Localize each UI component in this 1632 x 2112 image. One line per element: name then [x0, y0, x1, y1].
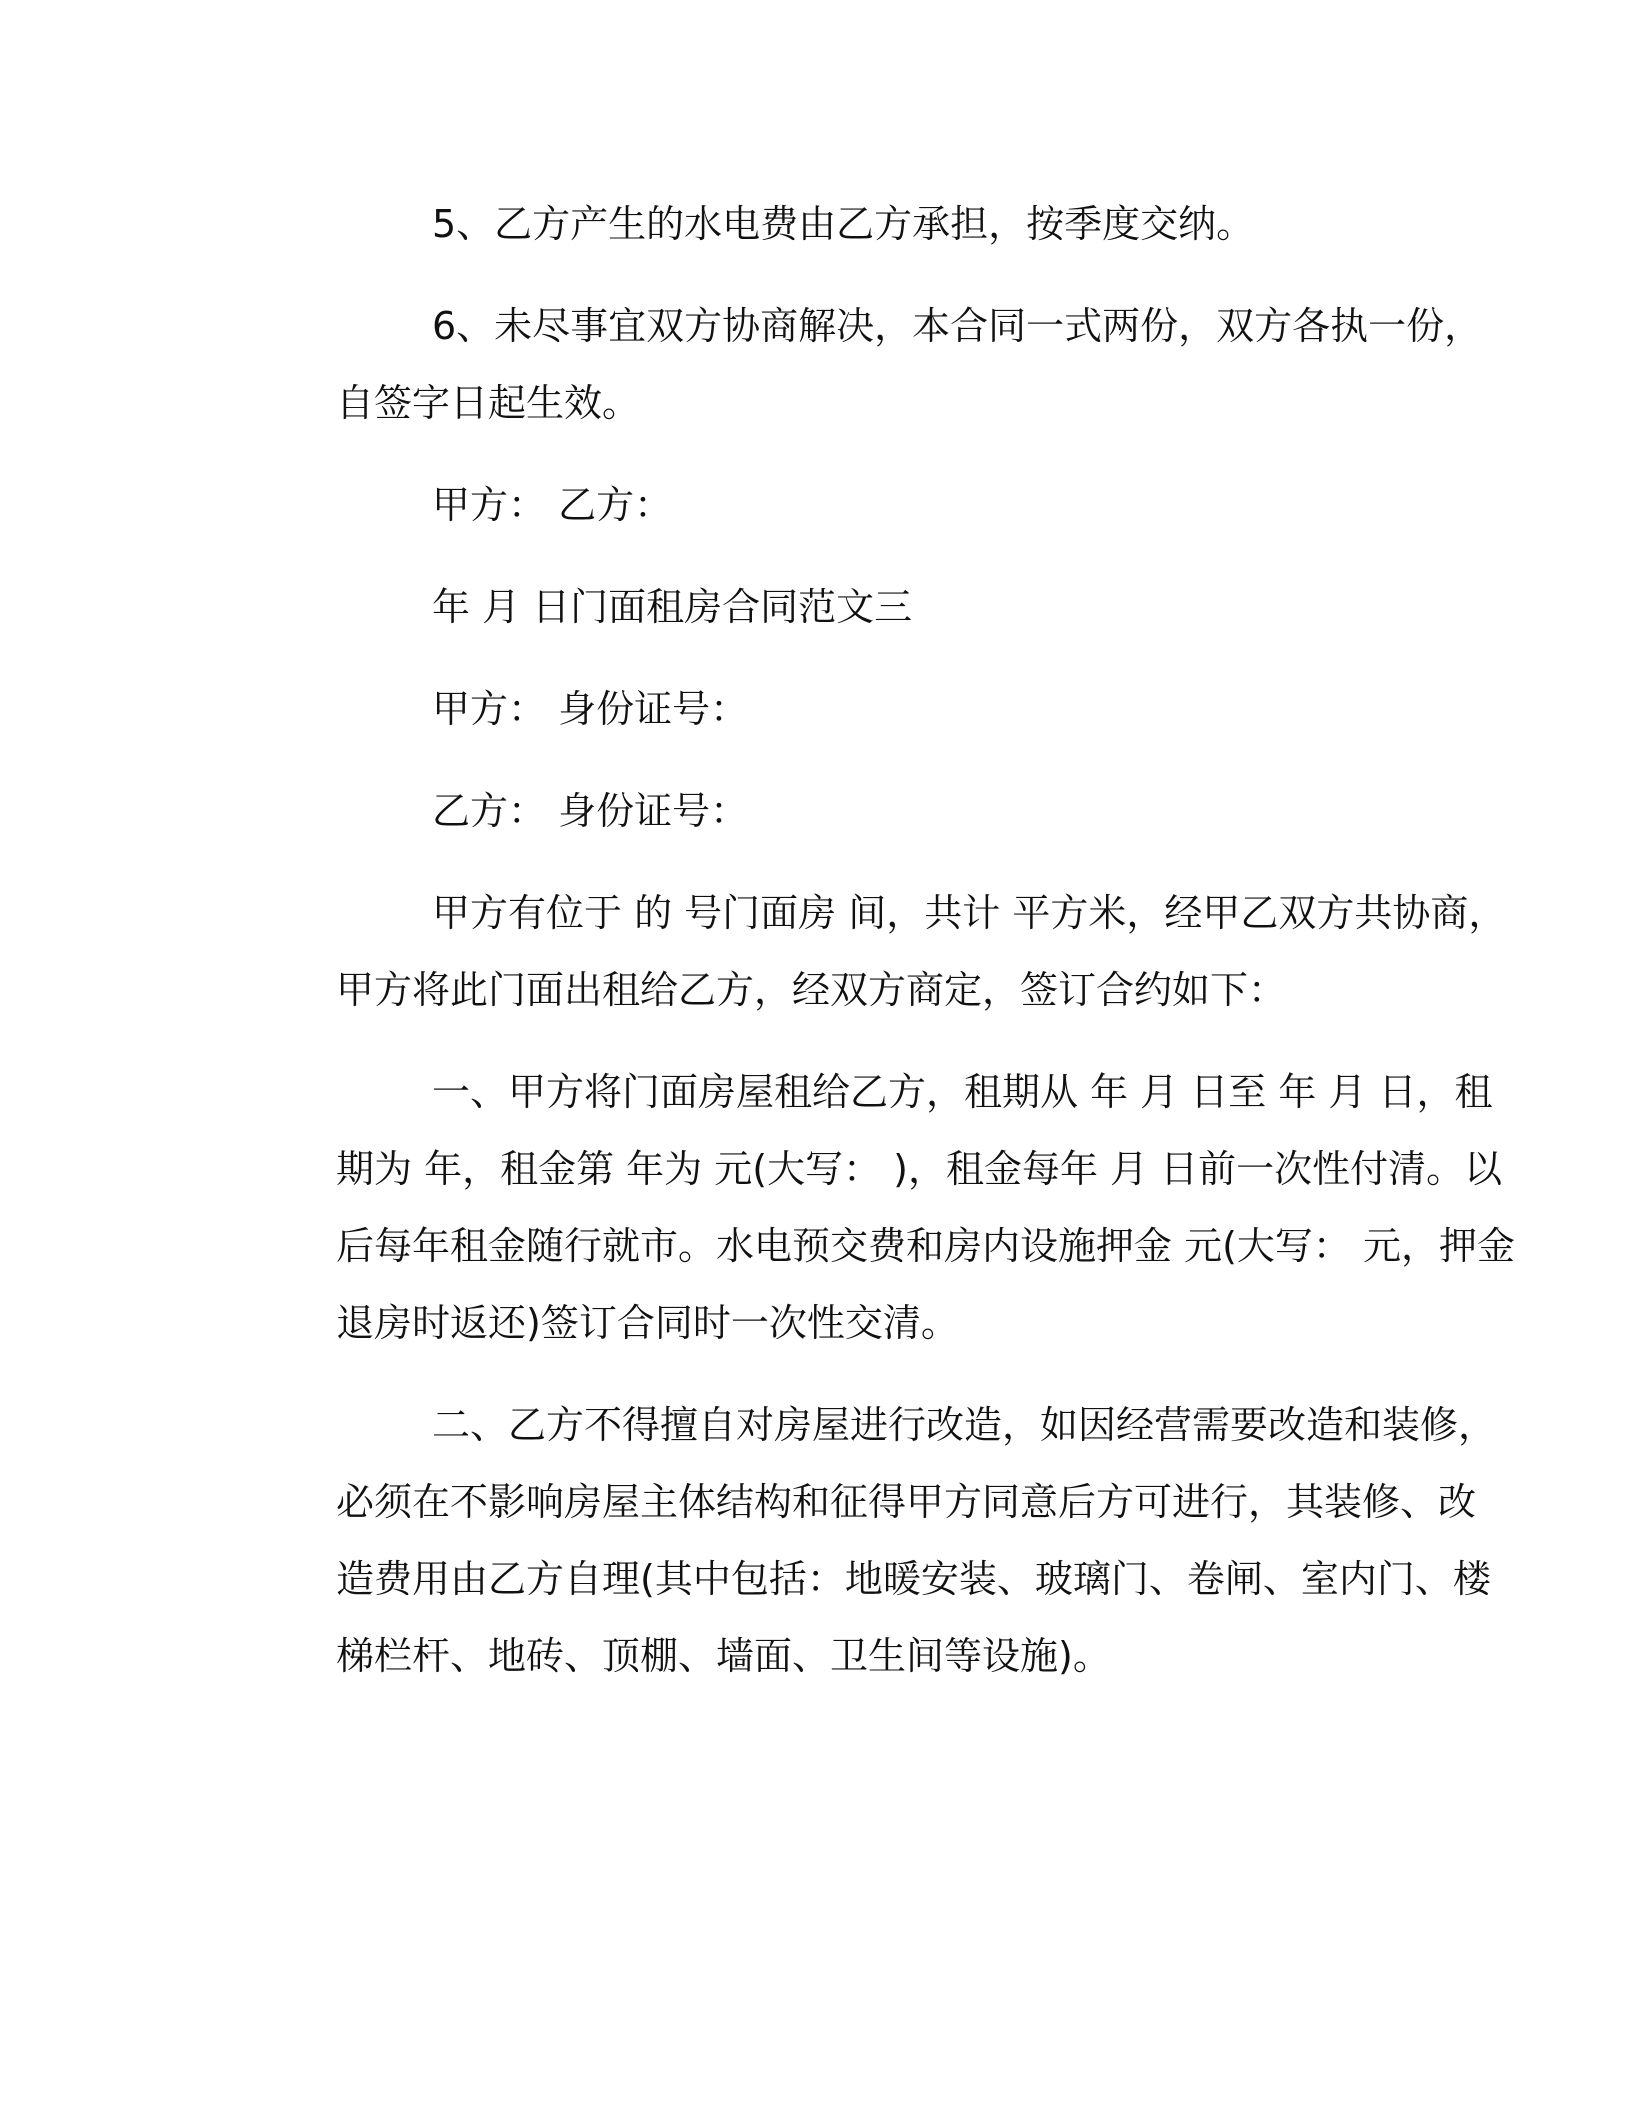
paragraph-line: 甲方： 乙方： — [432, 483, 673, 527]
paragraph-party-b-id — [240, 773, 1392, 850]
paragraph-line: 甲方将此门面出租给乙方，经双方商定，签订合约如下： — [336, 968, 1287, 1012]
paragraph-line: 必须在不影响房屋主体结构和征得甲方同意后方可进行，其装修、改 — [336, 1480, 1477, 1524]
document-body — [240, 186, 1515, 1720]
paragraph-line: 年 月 日门面租房合同范文三 — [432, 585, 913, 629]
paragraph-line: 梯栏杆、地砖、顶棚、墙面、卫生间等设施)。 — [336, 1634, 1111, 1678]
paragraph-line: 6、未尽事宜双方协商解决，本合同一式两份，双方各执一份， — [432, 304, 1483, 348]
paragraph-unresolved-matters — [240, 288, 1483, 442]
paragraph-line: 甲方有位于 的 号门面房 间，共计 平方米，经甲乙双方共协商， — [432, 891, 1507, 935]
paragraph-line: 自签字日起生效。 — [336, 381, 641, 425]
paragraph-line: 二、乙方不得擅自对房屋进行改造，如因经营需要改造和装修， — [432, 1403, 1497, 1447]
paragraph-premises — [240, 875, 1507, 1029]
paragraph-signatures — [240, 467, 1392, 544]
paragraph-line: 一、甲方将门面房屋租给乙方，租期从 年 月 日至 年 月 日，租 — [432, 1070, 1493, 1114]
paragraph-line: 造费用由乙方自理(其中包括：地暖安装、玻璃门、卷闸、室内门、楼 — [336, 1557, 1491, 1601]
paragraph-utilities — [240, 186, 1392, 263]
paragraph-date-title — [240, 569, 1392, 646]
paragraph-party-a-id — [240, 671, 1392, 748]
paragraph-line: 期为 年，租金第 年为 元(大写： )，租金每年 月 日前一次性付清。以 — [336, 1147, 1503, 1191]
paragraph-clause-two — [240, 1387, 1497, 1695]
paragraph-line: 后每年租金随行就市。水电预交费和房内设施押金 元(大写： 元，押金 — [336, 1224, 1515, 1268]
paragraph-line: 退房时返还)签订合同时一次性交清。 — [336, 1301, 959, 1345]
paragraph-line: 乙方： 身份证号： — [432, 789, 749, 833]
paragraph-line: 甲方： 身份证号： — [432, 687, 749, 731]
paragraph-clause-one — [240, 1054, 1515, 1362]
paragraph-line: 5、乙方产生的水电费由乙方承担，按季度交纳。 — [432, 202, 1255, 246]
